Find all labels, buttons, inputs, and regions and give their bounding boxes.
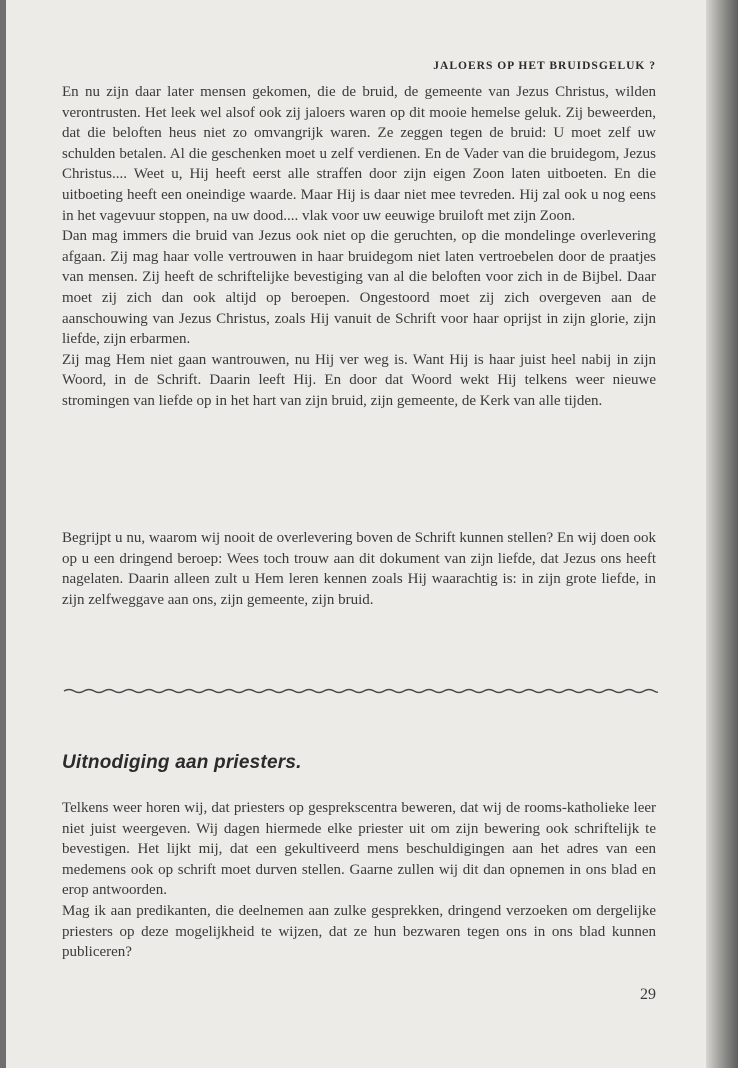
paragraph-5: Mag ik aan predikanten, die deelnemen aan zulke gesprekken, dringend verzoeken om dergelijke priesters op deze mogelijkheid te wijzen, dat ze hun bezwaren tegen ons in ons blad kunnen publiceren? bbox=[62, 902, 656, 961]
wavy-divider-line bbox=[64, 690, 658, 693]
paragraph-4: Telkens weer horen wij, dat priesters op gesprekscentra beweren, dat wij de rooms-katholieke leer niet juist weergeven. Wij dagen hiermede elke priester uit om zijn bewering ook schriftelijk te bevestigen. Het lijkt mij, dat een gekultiveerd mens beschuldigingen aan het adres van een medemens ook op schrift moet durven stellen. Gaarne zullen wij dit dan opnemen in ons blad en erop antwoorden. bbox=[62, 800, 656, 899]
section-title: Uitnodiging aan priesters. bbox=[62, 752, 302, 773]
paragraph-3: Zij mag Hem niet gaan wantrouwen, nu Hij ver weg is. Want Hij is haar juist heel nabij in zijn Woord, in de Schrift. Daarin leeft Hij. En door dat Woord wekt Hij telkens weer nieuwe stromingen van liefde op in het hart van zijn bruid, zijn gemeente, de Kerk van alle tijden. bbox=[62, 351, 656, 409]
paragraph-2: Dan mag immers die bruid van Jezus ook niet op die geruchten, op die mondelinge overlevering afgaan. Zij mag haar volle vertrouwen in haar bruidegom niet laten vertroebelen door de praatjes van mensen. Zij heeft de schriftelijke bevestiging van al die beloften voor zich in de Bijbel. Daar moet zij zich dan ook altijd op beroepen. Ongestoord moet zij zich overgeven aan de aanschouwing van Jezus Christus, zoals Hij vanuit de Schrift voor haar oprijst in zijn glorie, zijn liefde, zijn erbarmen. bbox=[62, 228, 656, 348]
paragraph-1: En nu zijn daar later mensen gekomen, die de bruid, de gemeente van Jezus Christus, wilden verontrusten. Het leek wel alsof ook zij jaloers waren op dit mooie hemelse geluk. Zij beweerden, dat die beloften heus niet zo omvangrijk waren. Ze zeggen tegen de bruid: U moet zelf uw schulden betalen. Al die geschenken moet u zelf verdienen. En de Vader van die bruidegom, Jezus Christus.... Weet u, Hij heeft eerst alle straffen door zijn eigen Zoon laten uitboeten. En die uitboeting heeft een oneindige waarde. Maar Hij is daar niet mee tevreden. Hij zal ook u nog eens in het vagevuur stoppen, na uw dood.... vlak voor uw eeuwige bruiloft met zijn Zoon. bbox=[62, 84, 656, 224]
wavy-divider bbox=[62, 678, 658, 700]
running-head: JALOERS OP HET BRUIDSGELUK ? bbox=[433, 60, 656, 72]
body-text-section-1 bbox=[62, 82, 656, 412]
body-text-section-2 bbox=[62, 798, 656, 963]
page-number: 29 bbox=[640, 986, 656, 1003]
closing-paragraph: Begrijpt u nu, waarom wij nooit de overlevering boven de Schrift kunnen stellen? En wij doen ook op u een dringend beroep: Wees toch trouw aan dit dokument van zijn liefde, dat Jezus ons heeft nagelaten. Daarin alleen zult u Hem leren kennen zoals Hij waarachtig is: in zijn grote liefde, in zijn zelfweggave aan ons, zijn gemeente, zijn bruid. bbox=[62, 530, 656, 608]
page-edge bbox=[706, 0, 738, 1068]
closing-paragraph-block bbox=[62, 528, 656, 610]
